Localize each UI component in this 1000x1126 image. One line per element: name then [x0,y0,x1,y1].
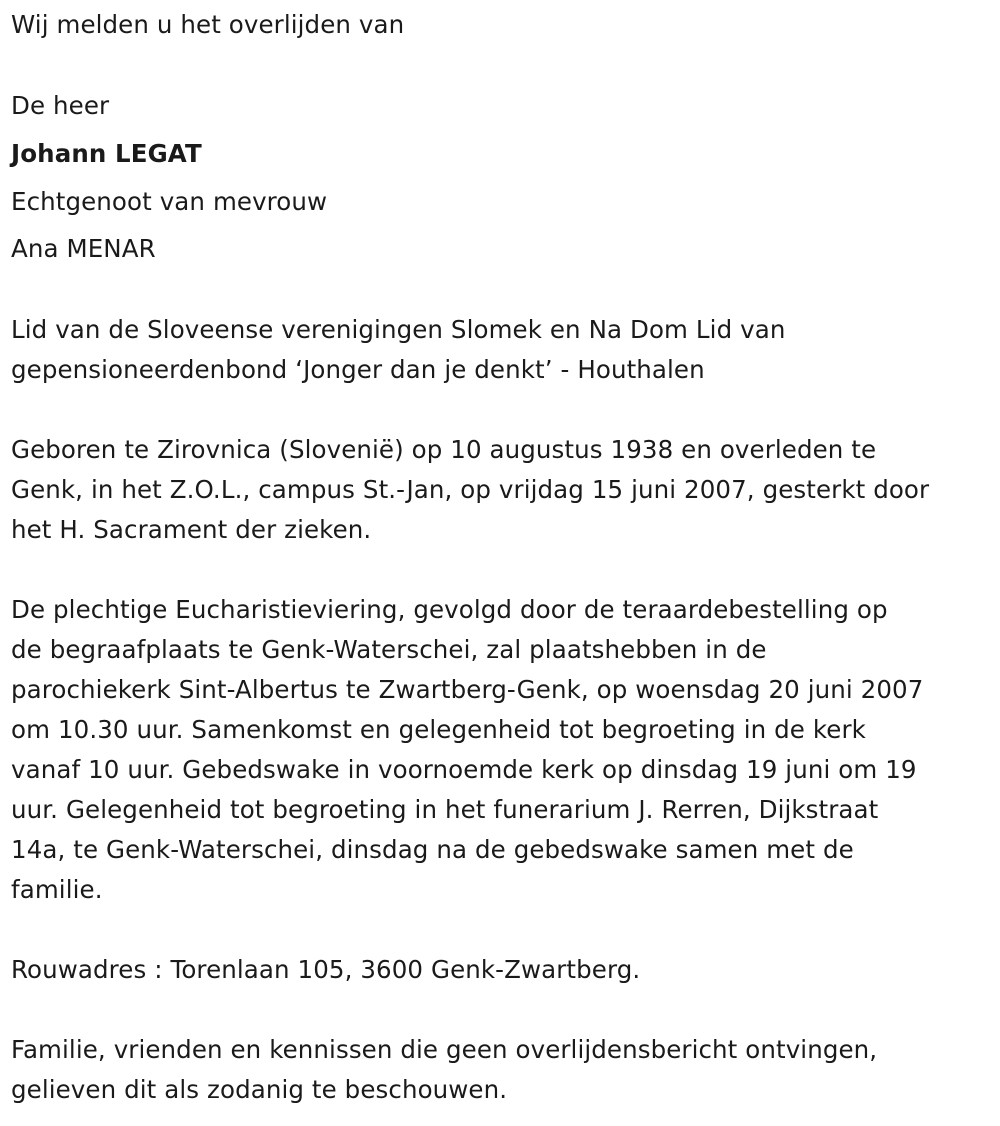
birth-death-line: het H. Sacrament der zieken. [11,515,372,544]
birth-death-line: Geboren te Zirovnica (Slovenië) op 10 augustus 1938 en overleden te [11,435,877,464]
membership-line: Lid van de Sloveense verenigingen Slomek en Na Dom Lid van [11,315,786,344]
membership-line: gepensioneerdenbond ‘Jonger dan je denkt’ - Houthalen [11,355,705,384]
deceased-name: Johann LEGAT [11,139,202,168]
birth-death-line: Genk, in het Z.O.L., campus St.-Jan, op vrijdag 15 juni 2007, gesterkt door [11,475,930,504]
intro-text: Wij melden u het overlijden van [11,10,405,39]
ceremony-line: uur. Gelegenheid tot begroeting in het funerarium J. Rerren, Dijkstraat [11,795,879,824]
ceremony-line: de begraafplaats te Genk-Waterschei, zal plaatshebben in de [11,635,767,664]
ceremony-line: parochiekerk Sint-Albertus te Zwartberg-Genk, op woensdag 20 juni 2007 [11,675,924,704]
spouse-name: Ana MENAR [11,234,156,263]
salutation: De heer [11,91,110,120]
closing-line: Familie, vrienden en kennissen die geen overlijdensbericht ontvingen, [11,1035,878,1064]
ceremony-line: De plechtige Eucharistieviering, gevolgd door de teraardebestelling op [11,595,888,624]
mourning-address: Rouwadres : Torenlaan 105, 3600 Genk-Zwartberg. [11,955,641,984]
ceremony-line: familie. [11,875,103,904]
spouse-prefix: Echtgenoot van mevrouw [11,187,328,216]
closing-line: gelieven dit als zodanig te beschouwen. [11,1075,508,1104]
ceremony-line: 14a, te Genk-Waterschei, dinsdag na de gebedswake samen met de [11,835,854,864]
ceremony-line: vanaf 10 uur. Gebedswake in voornoemde kerk op dinsdag 19 juni om 19 [11,755,917,784]
ceremony-line: om 10.30 uur. Samenkomst en gelegenheid tot begroeting in de kerk [11,715,866,744]
